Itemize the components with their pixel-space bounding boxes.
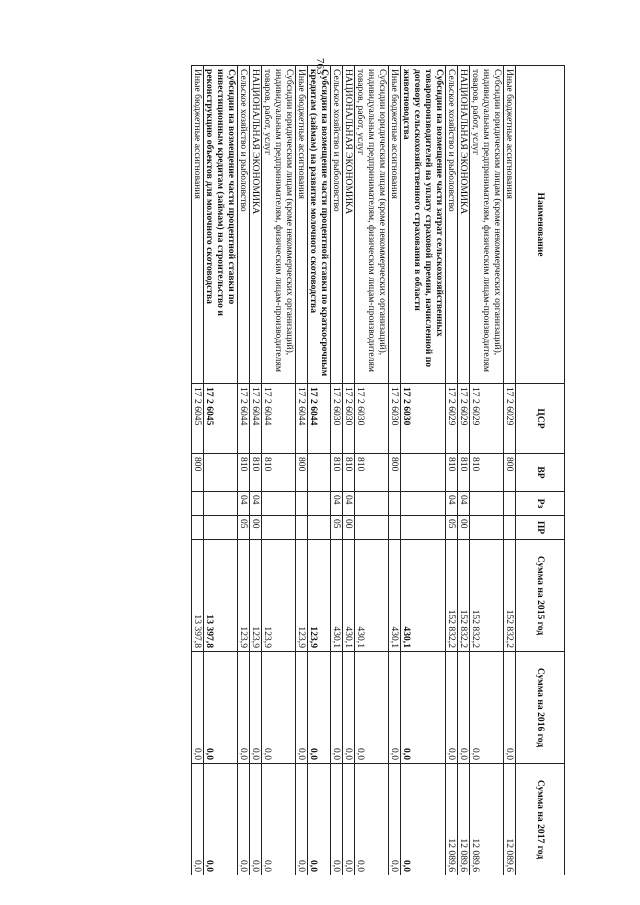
cell-vr: 810 (343, 454, 355, 492)
cell-sum-2017: 0,0 (389, 764, 401, 876)
cell-pr (401, 516, 446, 540)
cell-sum-2017: 0,0 (192, 764, 204, 876)
cell-vr: 810 (458, 454, 470, 492)
cell-sum-2016: 0,0 (192, 652, 204, 764)
cell-sum-2015: 152 832,2 (470, 540, 504, 652)
cell-csr: 17 2 6029 (504, 384, 516, 454)
cell-vr: 800 (296, 454, 308, 492)
cell-vr: 810 (355, 454, 389, 492)
cell-sum-2016: 0,0 (204, 652, 238, 764)
cell-sum-2015: 123,9 (262, 540, 296, 652)
cell-vr: 800 (192, 454, 204, 492)
cell-sum-2015: 152 832,2 (458, 540, 470, 652)
table-row (355, 66, 389, 876)
cell-sum-2016: 0,0 (296, 652, 308, 764)
cell-sum-2015: 13 397,8 (192, 540, 204, 652)
cell-csr: 17 2 6029 (458, 384, 470, 454)
cell-sum-2015: 123,9 (250, 540, 262, 652)
cell-vr (204, 454, 238, 492)
header-vr: ВР (516, 454, 565, 492)
cell-sum-2016: 0,0 (504, 652, 516, 764)
cell-pr (296, 516, 308, 540)
table-row (343, 66, 355, 876)
cell-sum-2017: 0,0 (343, 764, 355, 876)
cell-pr (504, 516, 516, 540)
cell-sum-2016: 0,0 (355, 652, 389, 764)
table-row (262, 66, 296, 876)
cell-name: Иные бюджетные ассигнования (504, 66, 516, 384)
cell-rz: 04 (250, 492, 262, 516)
cell-sum-2017: 0,0 (308, 764, 331, 876)
cell-rz: 04 (331, 492, 343, 516)
cell-pr: 00 (458, 516, 470, 540)
cell-name: НАЦИОНАЛЬНАЯ ЭКОНОМИКА (458, 66, 470, 384)
cell-name: НАЦИОНАЛЬНАЯ ЭКОНОМИКА (343, 66, 355, 384)
header-sum-2015: Сумма на 2015 год (516, 540, 565, 652)
cell-csr: 17 2 6044 (250, 384, 262, 454)
cell-csr: 17 2 6030 (355, 384, 389, 454)
cell-rz: 04 (446, 492, 458, 516)
cell-csr: 17 2 6029 (446, 384, 458, 454)
cell-sum-2016: 0,0 (470, 652, 504, 764)
cell-rz (192, 492, 204, 516)
cell-name: Субсидии юридическим лицам (кроме некоммерческих организаций), индивидуальным предпринимателям, физическим лицам-производителям товаров, работ, услуг (262, 66, 296, 384)
table-row (204, 66, 238, 876)
table-row (401, 66, 446, 876)
cell-rz (308, 492, 331, 516)
cell-csr: 17 2 6044 (238, 384, 250, 454)
cell-rz (296, 492, 308, 516)
cell-sum-2017: 0,0 (296, 764, 308, 876)
cell-sum-2015: 430,1 (343, 540, 355, 652)
cell-sum-2015: 123,9 (238, 540, 250, 652)
cell-sum-2017: 12 089,6 (470, 764, 504, 876)
cell-csr: 17 2 6044 (262, 384, 296, 454)
header-name: Наименование (516, 66, 565, 384)
cell-sum-2017: 0,0 (238, 764, 250, 876)
header-sum-2017: Сумма на 2017 год (516, 764, 565, 876)
cell-csr: 17 2 6029 (470, 384, 504, 454)
cell-sum-2017: 12 089,6 (458, 764, 470, 876)
rotated-table-area (75, 65, 565, 875)
cell-pr: 00 (343, 516, 355, 540)
cell-name: Субсидии юридическим лицам (кроме некоммерческих организаций), индивидуальным предпринимателям, физическим лицам-производителям товаров, работ, услуг (470, 66, 504, 384)
cell-rz (401, 492, 446, 516)
cell-sum-2015: 152 832,2 (446, 540, 458, 652)
cell-sum-2016: 0,0 (262, 652, 296, 764)
cell-vr: 800 (504, 454, 516, 492)
cell-pr (355, 516, 389, 540)
cell-vr: 810 (470, 454, 504, 492)
cell-rz (204, 492, 238, 516)
cell-sum-2017: 0,0 (401, 764, 446, 876)
budget-table (191, 65, 565, 875)
cell-name: Субсидии юридическим лицам (кроме некоммерческих организаций), индивидуальным предпринимателям, физическим лицам-производителям товаров, работ, услуг (355, 66, 389, 384)
cell-rz (262, 492, 296, 516)
table-row (504, 66, 516, 876)
cell-name: НАЦИОНАЛЬНАЯ ЭКОНОМИКА (250, 66, 262, 384)
cell-csr: 17 2 6044 (296, 384, 308, 454)
table-row (389, 66, 401, 876)
cell-pr: 05 (446, 516, 458, 540)
cell-sum-2017: 12 089,6 (504, 764, 516, 876)
cell-sum-2016: 0,0 (401, 652, 446, 764)
cell-sum-2017: 0,0 (262, 764, 296, 876)
cell-sum-2015: 123,9 (296, 540, 308, 652)
cell-name: Субсидии на возмещение части процентной ставки по краткосрочным кредитам (займам) на развитие молочного скотоводства (308, 66, 331, 384)
cell-sum-2016: 0,0 (389, 652, 401, 764)
cell-csr: 17 2 6045 (192, 384, 204, 454)
table-row (192, 66, 204, 876)
page-number-text: 763 (314, 58, 326, 75)
cell-sum-2016: 0,0 (238, 652, 250, 764)
header-csr: ЦСР (516, 384, 565, 454)
cell-name: Субсидии на возмещение части затрат сельскохозяйственных товаропроизводителей на уплату страховой премии, начисленной по договору сельскохозяйственного страхования в области животноводства (401, 66, 446, 384)
header-row (516, 66, 565, 876)
table-row (458, 66, 470, 876)
cell-rz: 04 (343, 492, 355, 516)
cell-vr: 810 (331, 454, 343, 492)
cell-sum-2015: 152 832,2 (504, 540, 516, 652)
cell-sum-2015: 123,9 (308, 540, 331, 652)
cell-name: Субсидии на возмещение части процентной ставки по инвестиционным кредитам (займам) на строительство и реконструкцию объектов для молочного скотоводства (204, 66, 238, 384)
cell-vr: 810 (262, 454, 296, 492)
cell-vr: 810 (446, 454, 458, 492)
cell-vr: 810 (238, 454, 250, 492)
cell-rz: 04 (238, 492, 250, 516)
cell-name: Сельское хозяйство и рыболовство (238, 66, 250, 384)
cell-sum-2016: 0,0 (308, 652, 331, 764)
cell-sum-2015: 13 397,8 (204, 540, 238, 652)
table-row (250, 66, 262, 876)
cell-pr (262, 516, 296, 540)
cell-rz (389, 492, 401, 516)
cell-sum-2015: 430,1 (389, 540, 401, 652)
cell-csr: 17 2 6030 (389, 384, 401, 454)
cell-csr: 17 2 6030 (401, 384, 446, 454)
cell-sum-2017: 0,0 (331, 764, 343, 876)
cell-pr (470, 516, 504, 540)
cell-pr: 05 (331, 516, 343, 540)
cell-vr (308, 454, 331, 492)
cell-sum-2016: 0,0 (458, 652, 470, 764)
cell-sum-2015: 430,1 (401, 540, 446, 652)
table-header (516, 66, 565, 876)
cell-pr (389, 516, 401, 540)
cell-sum-2016: 0,0 (250, 652, 262, 764)
cell-rz: 04 (458, 492, 470, 516)
table-row (470, 66, 504, 876)
cell-name: Иные бюджетные ассигнования (192, 66, 204, 384)
cell-name: Иные бюджетные ассигнования (389, 66, 401, 384)
cell-rz (504, 492, 516, 516)
table-row (308, 66, 331, 876)
cell-name: Иные бюджетные ассигнования (296, 66, 308, 384)
cell-rz (470, 492, 504, 516)
cell-sum-2016: 0,0 (446, 652, 458, 764)
cell-name: Сельское хозяйство и рыболовство (331, 66, 343, 384)
cell-pr: 05 (238, 516, 250, 540)
cell-sum-2017: 12 089,6 (446, 764, 458, 876)
header-rz: Рз (516, 492, 565, 516)
cell-pr (192, 516, 204, 540)
table-row (446, 66, 458, 876)
rotated-page-content (75, 65, 565, 875)
cell-rz (355, 492, 389, 516)
cell-vr: 810 (250, 454, 262, 492)
cell-pr: 00 (250, 516, 262, 540)
cell-sum-2017: 0,0 (204, 764, 238, 876)
header-sum-2016: Сумма на 2016 год (516, 652, 565, 764)
cell-name: Сельское хозяйство и рыболовство (446, 66, 458, 384)
cell-csr: 17 2 6044 (308, 384, 331, 454)
header-pr: ПР (516, 516, 565, 540)
cell-pr (204, 516, 238, 540)
cell-csr: 17 2 6030 (343, 384, 355, 454)
cell-pr (308, 516, 331, 540)
table-row (238, 66, 250, 876)
cell-vr: 800 (389, 454, 401, 492)
cell-csr: 17 2 6030 (331, 384, 343, 454)
cell-vr (401, 454, 446, 492)
cell-sum-2016: 0,0 (331, 652, 343, 764)
cell-sum-2017: 0,0 (250, 764, 262, 876)
table-row (331, 66, 343, 876)
cell-csr: 17 2 6045 (204, 384, 238, 454)
table-body (192, 66, 516, 876)
cell-sum-2017: 0,0 (355, 764, 389, 876)
cell-sum-2015: 430,1 (355, 540, 389, 652)
table-row (296, 66, 308, 876)
cell-sum-2016: 0,0 (343, 652, 355, 764)
cell-sum-2015: 430,1 (331, 540, 343, 652)
